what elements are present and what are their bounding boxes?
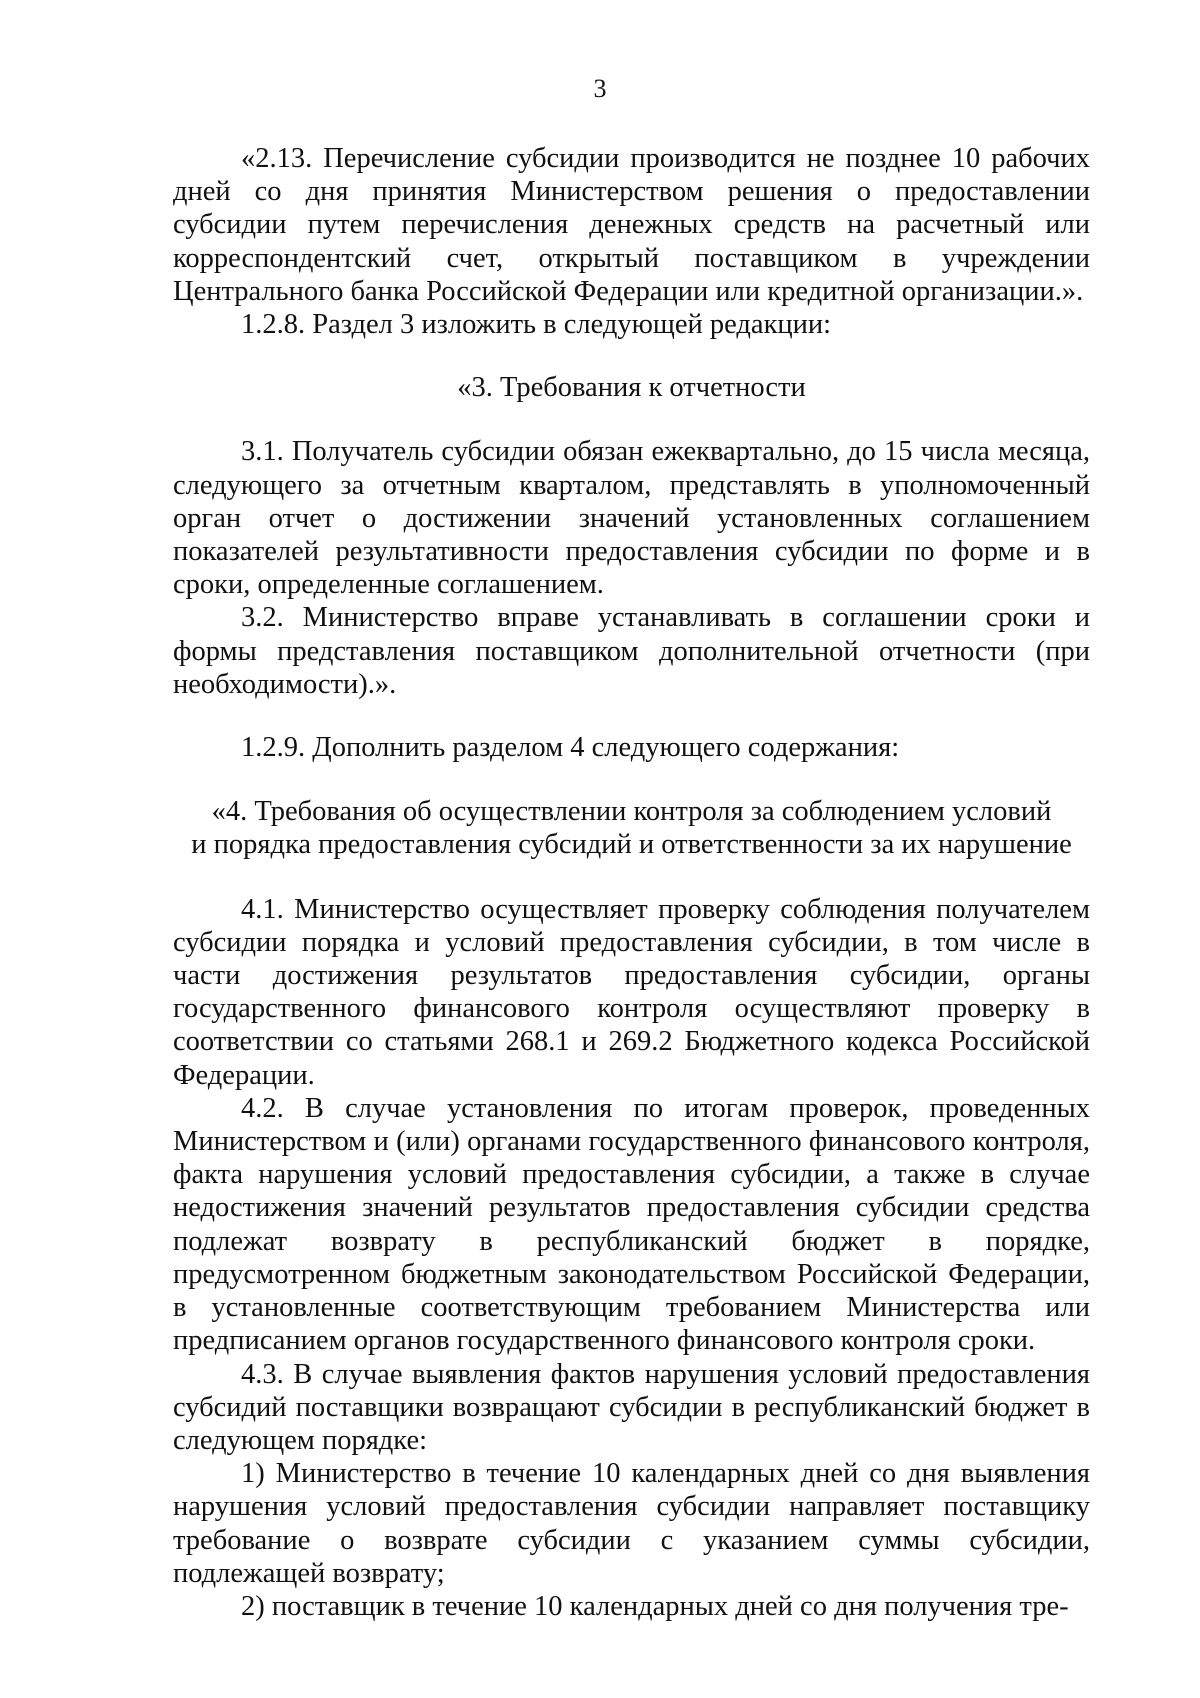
list-item-1: 1) Министерство в течение 10 календарных дней со дня выявления нарушения условий предоставления субсидии направляет поставщику требование о возврате субсидии с указанием суммы субсидии, подлежащей возврату; bbox=[173, 1458, 1090, 1589]
page-number: 3 bbox=[593, 74, 607, 103]
document-body bbox=[173, 142, 1090, 1623]
section-4-heading-line-2: и порядка предоставления субсидий и ответственности за их нарушение bbox=[191, 829, 1072, 861]
paragraph-4-2: 4.2. В случае установления по итогам проверок, проведенных Министерством и (или) органами государственного финансового контроля, факта нарушения условий предоставления субсидии, а также в случае недостижения значений результатов предоставления субсидии средства подлежат возврату в республиканский бюджет в порядке, предусмотренном бюджетным законодательством Российской Федерации, в установленные соответствующим требованием Министерства или предписанием органов государственного финансового контроля сроки. bbox=[173, 1092, 1090, 1357]
paragraph-3-2: 3.2. Министерство вправе устанавливать в соглашении сроки и формы представления поставщиком дополнительной отчетности (при необходимости).». bbox=[173, 602, 1090, 700]
list-item-2: 2) поставщик в течение 10 календарных дней со дня получения тре- bbox=[241, 1590, 1069, 1622]
section-4-heading-line-1: «4. Требования об осуществлении контроля за соблюдением условий bbox=[211, 796, 1052, 828]
spacer bbox=[173, 341, 1090, 371]
paragraph-4-3: 4.3. В случае выявления фактов нарушения условий предоставления субсидий поставщики возвращают субсидии в республиканский бюджет в следующем порядке: bbox=[173, 1358, 1090, 1456]
spacer bbox=[173, 404, 1090, 435]
spacer bbox=[173, 764, 1090, 795]
spacer bbox=[173, 862, 1090, 893]
paragraph-1-2-8: 1.2.8. Раздел 3 изложить в следующей редакции: bbox=[241, 309, 832, 341]
spacer bbox=[173, 701, 1090, 731]
paragraph-4-1: 4.1. Министерство осуществляет проверку соблюдения получателем субсидии порядка и условий предоставления субсидии, в том числе в части достижения результатов предоставления субсидии, органы государственного финансового контроля осуществляют проверку в соответствии со статьями 268.1 и 269.2 Бюджетного кодекса Российской Федерации. bbox=[173, 893, 1090, 1091]
paragraph-2-13: «2.13. Перечисление субсидии производится не позднее 10 рабочих дней со дня принятия Министерством решения о предоставлении субсидии путем перечисления денежных средств на расчетный или корреспондентский счет, открытый поставщиком в учреждении Центрального банка Российской Федерации или кредитной организации.». bbox=[173, 143, 1090, 307]
section-3-heading: «3. Требования к отчетности bbox=[457, 372, 806, 404]
paragraph-1-2-9: 1.2.9. Дополнить разделом 4 следующего содержания: bbox=[241, 732, 900, 764]
paragraph-3-1: 3.1. Получатель субсидии обязан ежеквартально, до 15 числа месяца, следующего за отчетным кварталом, представлять в уполномоченный орган отчет о достижении значений установленных соглашением показателей результативности предоставления субсидии по форме и в сроки, определенные соглашением. bbox=[173, 436, 1090, 601]
